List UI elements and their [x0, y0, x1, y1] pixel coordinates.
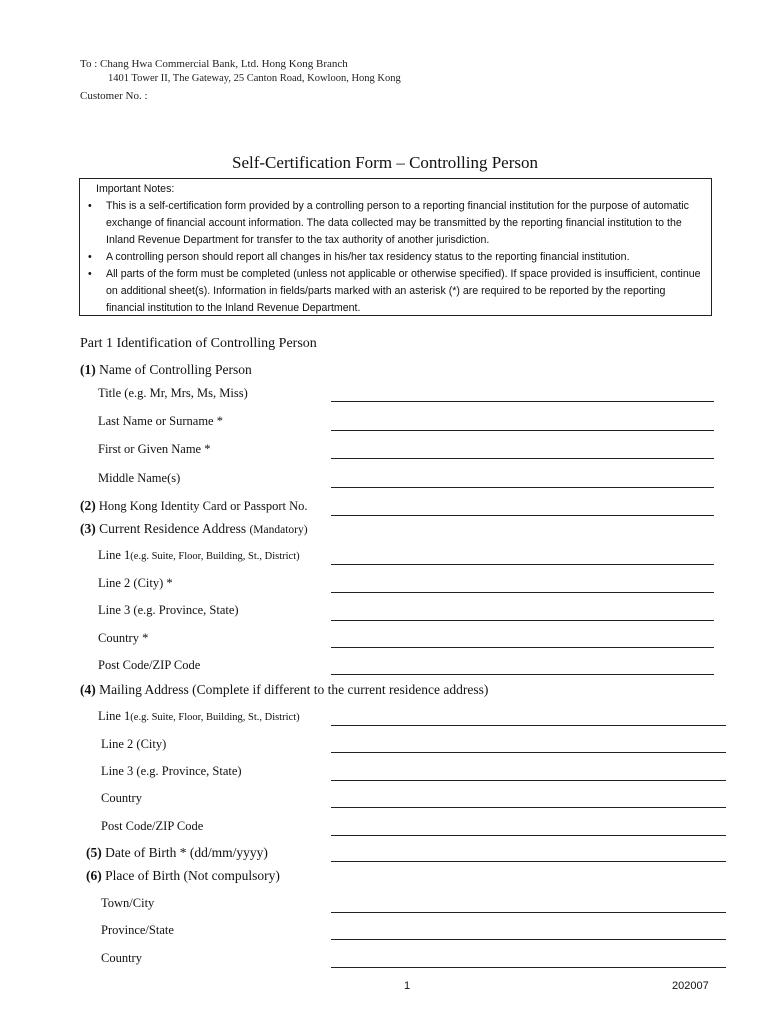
section-mailing-heading: [80, 682, 488, 698]
note-item: • A controlling person should report all changes in his/her tax residency status to the reporting financial institution.: [86, 249, 707, 266]
recipient-address: 1401 Tower II, The Gateway, 25 Canton Road, Kowloon, Hong Kong: [108, 73, 401, 84]
residence-line1-label: [98, 548, 300, 563]
residence-postcode-field[interactable]: [331, 674, 714, 675]
section-residence-heading: [80, 521, 308, 537]
mailing-country-label: Country: [101, 791, 142, 805]
section-number: (5): [86, 845, 102, 860]
form-title: Self-Certification Form – Controlling Person: [232, 153, 538, 172]
mandatory-note: (Mandatory): [249, 524, 308, 536]
note-item: • All parts of the form must be completed (unless not applicable or otherwise specified). If space provided is insufficient, continue on additional sheet(s). Information in fields/parts marked with an asterisk (*) are required to be reported by the reporting financial institution to the Inland Revenue Department.: [86, 266, 707, 317]
residence-line2-label: Line 2 (City) *: [98, 576, 173, 590]
last-name-field[interactable]: [331, 430, 714, 431]
mailing-line1-label: [98, 709, 300, 724]
recipient-line: To : Chang Hwa Commercial Bank, Ltd. Hong Kong Branch: [80, 58, 348, 70]
line1-hint: (e.g. Suite, Floor, Building, St., District): [130, 551, 300, 562]
mailing-postcode-label: Post Code/ZIP Code: [101, 819, 204, 833]
pob-town-label: Town/City: [101, 896, 155, 910]
section-label: Name of Controlling Person: [99, 362, 252, 377]
first-name-label: First or Given Name *: [98, 442, 211, 456]
mailing-country-field[interactable]: [331, 807, 726, 808]
section-label: Date of Birth * (dd/mm/yyyy): [105, 845, 268, 860]
pob-country-field[interactable]: [331, 967, 726, 968]
page-number: 1: [404, 980, 411, 992]
line1-text: Line 1: [98, 548, 131, 562]
middle-name-label: Middle Name(s): [98, 471, 181, 485]
section-number: (4): [80, 682, 96, 697]
mailing-postcode-field[interactable]: [331, 835, 726, 836]
middle-name-field[interactable]: [331, 487, 714, 488]
section-number: (3): [80, 521, 96, 536]
residence-line1-field[interactable]: [331, 564, 714, 565]
section-name-heading: [80, 362, 252, 378]
section-label: Place of Birth (Not compulsory): [105, 868, 280, 883]
id-passport-field[interactable]: [331, 515, 714, 516]
mailing-line3-label: Line 3 (e.g. Province, State): [101, 764, 242, 778]
section-label: Mailing Address (Complete if different to the current residence address): [99, 682, 489, 697]
section-number: (6): [86, 868, 102, 883]
important-notes-box: [79, 178, 712, 316]
residence-line2-field[interactable]: [331, 592, 714, 593]
residence-line3-label: Line 3 (e.g. Province, State): [98, 603, 239, 617]
section-number: (2): [80, 498, 96, 513]
mailing-line1-field[interactable]: [331, 725, 726, 726]
residence-country-label: Country *: [98, 631, 149, 645]
pob-country-label: Country: [101, 951, 142, 965]
form-version-code: 202007: [672, 980, 709, 992]
mailing-line2-field[interactable]: [331, 752, 726, 753]
line1-hint: (e.g. Suite, Floor, Building, St., District): [130, 712, 300, 723]
title-label: Title (e.g. Mr, Mrs, Ms, Miss): [98, 386, 248, 400]
section-label: Hong Kong Identity Card or Passport No.: [98, 499, 308, 513]
notes-list: [86, 198, 707, 317]
residence-postcode-label: Post Code/ZIP Code: [98, 658, 201, 672]
note-item: • This is a self-certification form provided by a controlling person to a reporting financial institution for the purpose of automatic exchange of financial account information. The data collected may be transmitted by the reporting financial institution to the Inland Revenue Department for transfer to the tax authority of another jurisdiction.: [86, 198, 707, 249]
section-label: Current Residence Address: [99, 521, 247, 536]
line1-text: Line 1: [98, 709, 131, 723]
section-dob-heading: [86, 845, 268, 861]
section-id-heading: [80, 498, 308, 514]
notes-heading: Important Notes:: [96, 183, 175, 195]
first-name-field[interactable]: [331, 458, 714, 459]
pob-province-label: Province/State: [101, 923, 174, 937]
mailing-line2-label: Line 2 (City): [101, 737, 167, 751]
section-number: (1): [80, 362, 96, 377]
mailing-line3-field[interactable]: [331, 780, 726, 781]
section-pob-heading: [86, 868, 280, 884]
title-field[interactable]: [331, 401, 714, 402]
part1-heading: Part 1 Identification of Controlling Person: [80, 336, 317, 351]
residence-country-field[interactable]: [331, 647, 714, 648]
customer-number-label: Customer No. :: [80, 90, 148, 102]
pob-province-field[interactable]: [331, 939, 726, 940]
dob-field[interactable]: [331, 861, 726, 862]
residence-line3-field[interactable]: [331, 620, 714, 621]
last-name-label: Last Name or Surname *: [98, 414, 223, 428]
pob-town-field[interactable]: [331, 912, 726, 913]
